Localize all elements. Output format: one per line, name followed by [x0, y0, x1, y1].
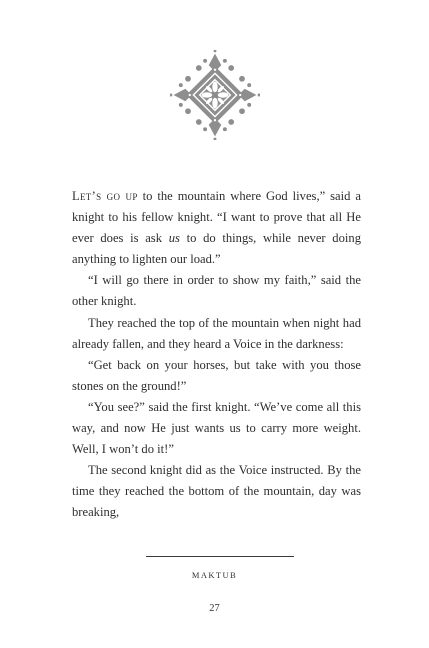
paragraph-2: “I will go there in order to show my faith,” said the other knight. [72, 273, 361, 309]
paragraph-1-text-b: to do things, while never doing anything to lighten our load.” [72, 231, 361, 267]
emphasis-us: us [168, 231, 180, 246]
mandala-ornament-icon [170, 50, 260, 140]
paragraph-3: They reached the top of the mountain when night had already fallen, and they heard a Voice in the darkness: [72, 315, 361, 351]
paragraph-1-text-a: to the mountain where God lives,” said a knight to his fellow knight. “I want to prove that all He ever does is ask [72, 189, 361, 246]
paragraph-5: “You see?” said the first knight. “We’ve come all this way, and now He just wants us to carry more weight. Well, I won’t do it!” [72, 399, 361, 457]
running-title: MAKTUB [191, 570, 238, 580]
paragraph-6: The second knight did as the Voice instructed. By the time they reached the bottom of the mountain, day was breaking, [72, 463, 361, 520]
paragraph-4: “Get back on your horses, but take with you those stones on the ground!” [72, 357, 361, 393]
footer-rule [146, 556, 294, 557]
paragraph-1 [72, 186, 361, 270]
page-number: 27 [209, 603, 220, 614]
lead-in-small-caps: Let’s go up [72, 189, 138, 203]
body-text [72, 186, 361, 524]
